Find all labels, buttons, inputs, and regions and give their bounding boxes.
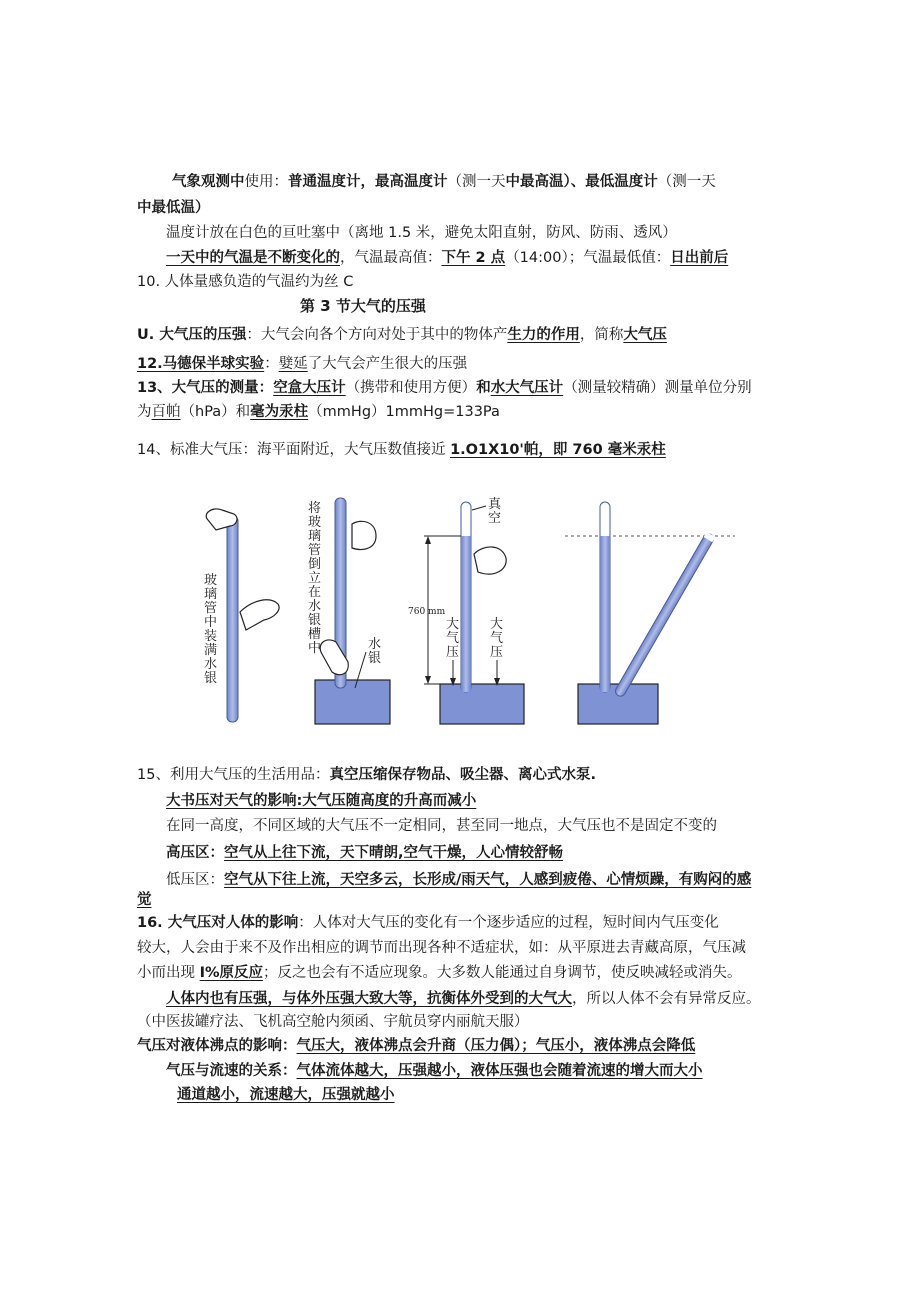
text-line: U. 大气压的压强：大气会向各个方向对处于其中的物体产生力的作用，简称大气压 <box>137 327 667 343</box>
svg-text:气: 气 <box>490 631 504 646</box>
svg-text:真: 真 <box>488 497 502 512</box>
label-mercury <box>368 636 381 666</box>
text-line: 人体内也有压强，与体外压强大致大等，抗衡体外受到的大气大，所以人体不会有异常反应。 <box>166 991 761 1007</box>
svg-text:璃: 璃 <box>308 529 322 544</box>
text-line: 大书压对天气的影响:大气压随高度的升高而减小 <box>166 793 477 809</box>
hand-icon <box>352 521 376 549</box>
svg-text:玻: 玻 <box>204 573 218 588</box>
svg-text:立: 立 <box>308 571 322 586</box>
label-vacuum <box>488 497 502 526</box>
text-line: 气象观测中使用：普通温度计，最高温度计（测一天中最高温）、最低温度计（测一天 <box>172 174 716 190</box>
text-line: 中最低温） <box>137 200 210 216</box>
label-fill-mercury <box>204 572 217 686</box>
svg-text:压: 压 <box>490 645 504 660</box>
svg-text:将: 将 <box>308 501 322 516</box>
text-line: 低压区：空气从下往上流，天空多云，长形成/雨天气，人感到疲倦、心情烦躁，有购闷的感 <box>166 872 752 888</box>
svg-text:银: 银 <box>204 671 218 686</box>
text-line: 觉 <box>137 892 152 908</box>
section-title: 第 3 节大气的压强 <box>300 297 426 315</box>
label-invert-tube <box>308 500 321 656</box>
text-line: 气压与流速的关系：气体流体越大，压强越小，液体压强也会随着流速的增大而大小 <box>166 1063 703 1079</box>
svg-text:大: 大 <box>490 617 504 632</box>
svg-text:璃: 璃 <box>204 587 218 602</box>
svg-text:水: 水 <box>368 637 382 652</box>
text-line: 12.马德保半球实验：嬖延了大气会产生很大的压强 <box>137 356 468 372</box>
term: 气象观测中 <box>172 174 245 190</box>
label-atm-right <box>490 616 503 660</box>
text-line: 小而出现 I%原反应；反之也会有不适应现象。大多数人能通过自身调节，使反映减轻或消失。 <box>137 965 742 981</box>
text-line: 在同一高度，不同区域的大气压不一定相同，甚至同一地点，大气压也不是固定不变的 <box>166 818 717 834</box>
panel-tilted-tube <box>565 502 735 724</box>
hand-icon <box>240 600 279 630</box>
svg-text:空: 空 <box>488 511 502 526</box>
svg-text:大: 大 <box>446 617 460 632</box>
svg-text:压: 压 <box>446 645 460 660</box>
torricelli-experiment-figure <box>190 492 735 732</box>
text-line: 一天中的气温是不断变化的，气温最高值：下午 2 点（14:00）；气温最低值：日出前后 <box>166 250 729 266</box>
text-line: 16. 大气压对人体的影响：人体对大气压的变化有一个逐步适应的过程，短时间内气压变化 <box>137 915 719 931</box>
text-line: 10. 人体量感负造的气温约为丝 C <box>137 274 354 290</box>
svg-text:槽: 槽 <box>308 627 322 642</box>
text-line: 较大，人会由于来不及作出相应的调节而出现各种不适症状，如：从平原进去青藏高原，气压减 <box>137 940 746 956</box>
text-line: 气压对液体沸点的影响：气压大，液体沸点会升商（压力偶）；气压小，液体沸点会降低 <box>137 1038 696 1054</box>
svg-text:管: 管 <box>308 543 322 558</box>
svg-text:气: 气 <box>446 631 460 646</box>
text-line: 13、大气压的测量：空盒大压计（携带和使用方便）和水大气压计（测量较精确）测量单位分别 <box>137 380 752 396</box>
hand-icon <box>474 547 506 574</box>
svg-text:水: 水 <box>204 657 218 672</box>
svg-text:中: 中 <box>204 615 218 630</box>
panel-760mm <box>408 497 524 724</box>
text-line: 14、标准大气压：海平面附近，大气压数值接近 1.O1X10'帕，即 760 毫米汞柱 <box>137 442 666 458</box>
svg-text:水: 水 <box>308 599 322 614</box>
svg-text:倒: 倒 <box>308 557 322 572</box>
label-atm-left <box>446 616 459 660</box>
text-line: 为百帕（hPa）和毫为汞柱（mmHg）1mmHg=133Pa <box>137 404 500 420</box>
panel-invert-tube <box>308 498 390 724</box>
svg-text:满: 满 <box>204 643 218 658</box>
svg-text:中: 中 <box>308 641 322 656</box>
text-line: 高压区：空气从上往下流，天下晴朗,空气干燥，人心情较舒畅 <box>166 845 564 861</box>
text-line: 通道越小，流速越大，压强就越小 <box>177 1087 395 1103</box>
svg-text:银: 银 <box>368 651 382 666</box>
text-line: 温度计放在白色的亘吐塞中（离地 1.5 米，避免太阳直射，防风、防雨、透风） <box>166 225 677 241</box>
svg-text:管: 管 <box>204 601 218 616</box>
svg-text:装: 装 <box>204 629 218 644</box>
svg-text:银: 银 <box>308 613 322 628</box>
svg-text:玻: 玻 <box>308 515 322 530</box>
svg-text:在: 在 <box>308 585 322 600</box>
text-line: （中医拔罐疗法、飞机高空舱内须函、宇航员穿内丽航天服） <box>137 1014 529 1030</box>
panel-fill-tube <box>204 509 279 722</box>
text-line: 15、利用大气压的生活用品：真空压缩保存物品、吸尘器、离心式水泵. <box>137 767 596 783</box>
label-760mm: 760 mm <box>408 607 446 617</box>
